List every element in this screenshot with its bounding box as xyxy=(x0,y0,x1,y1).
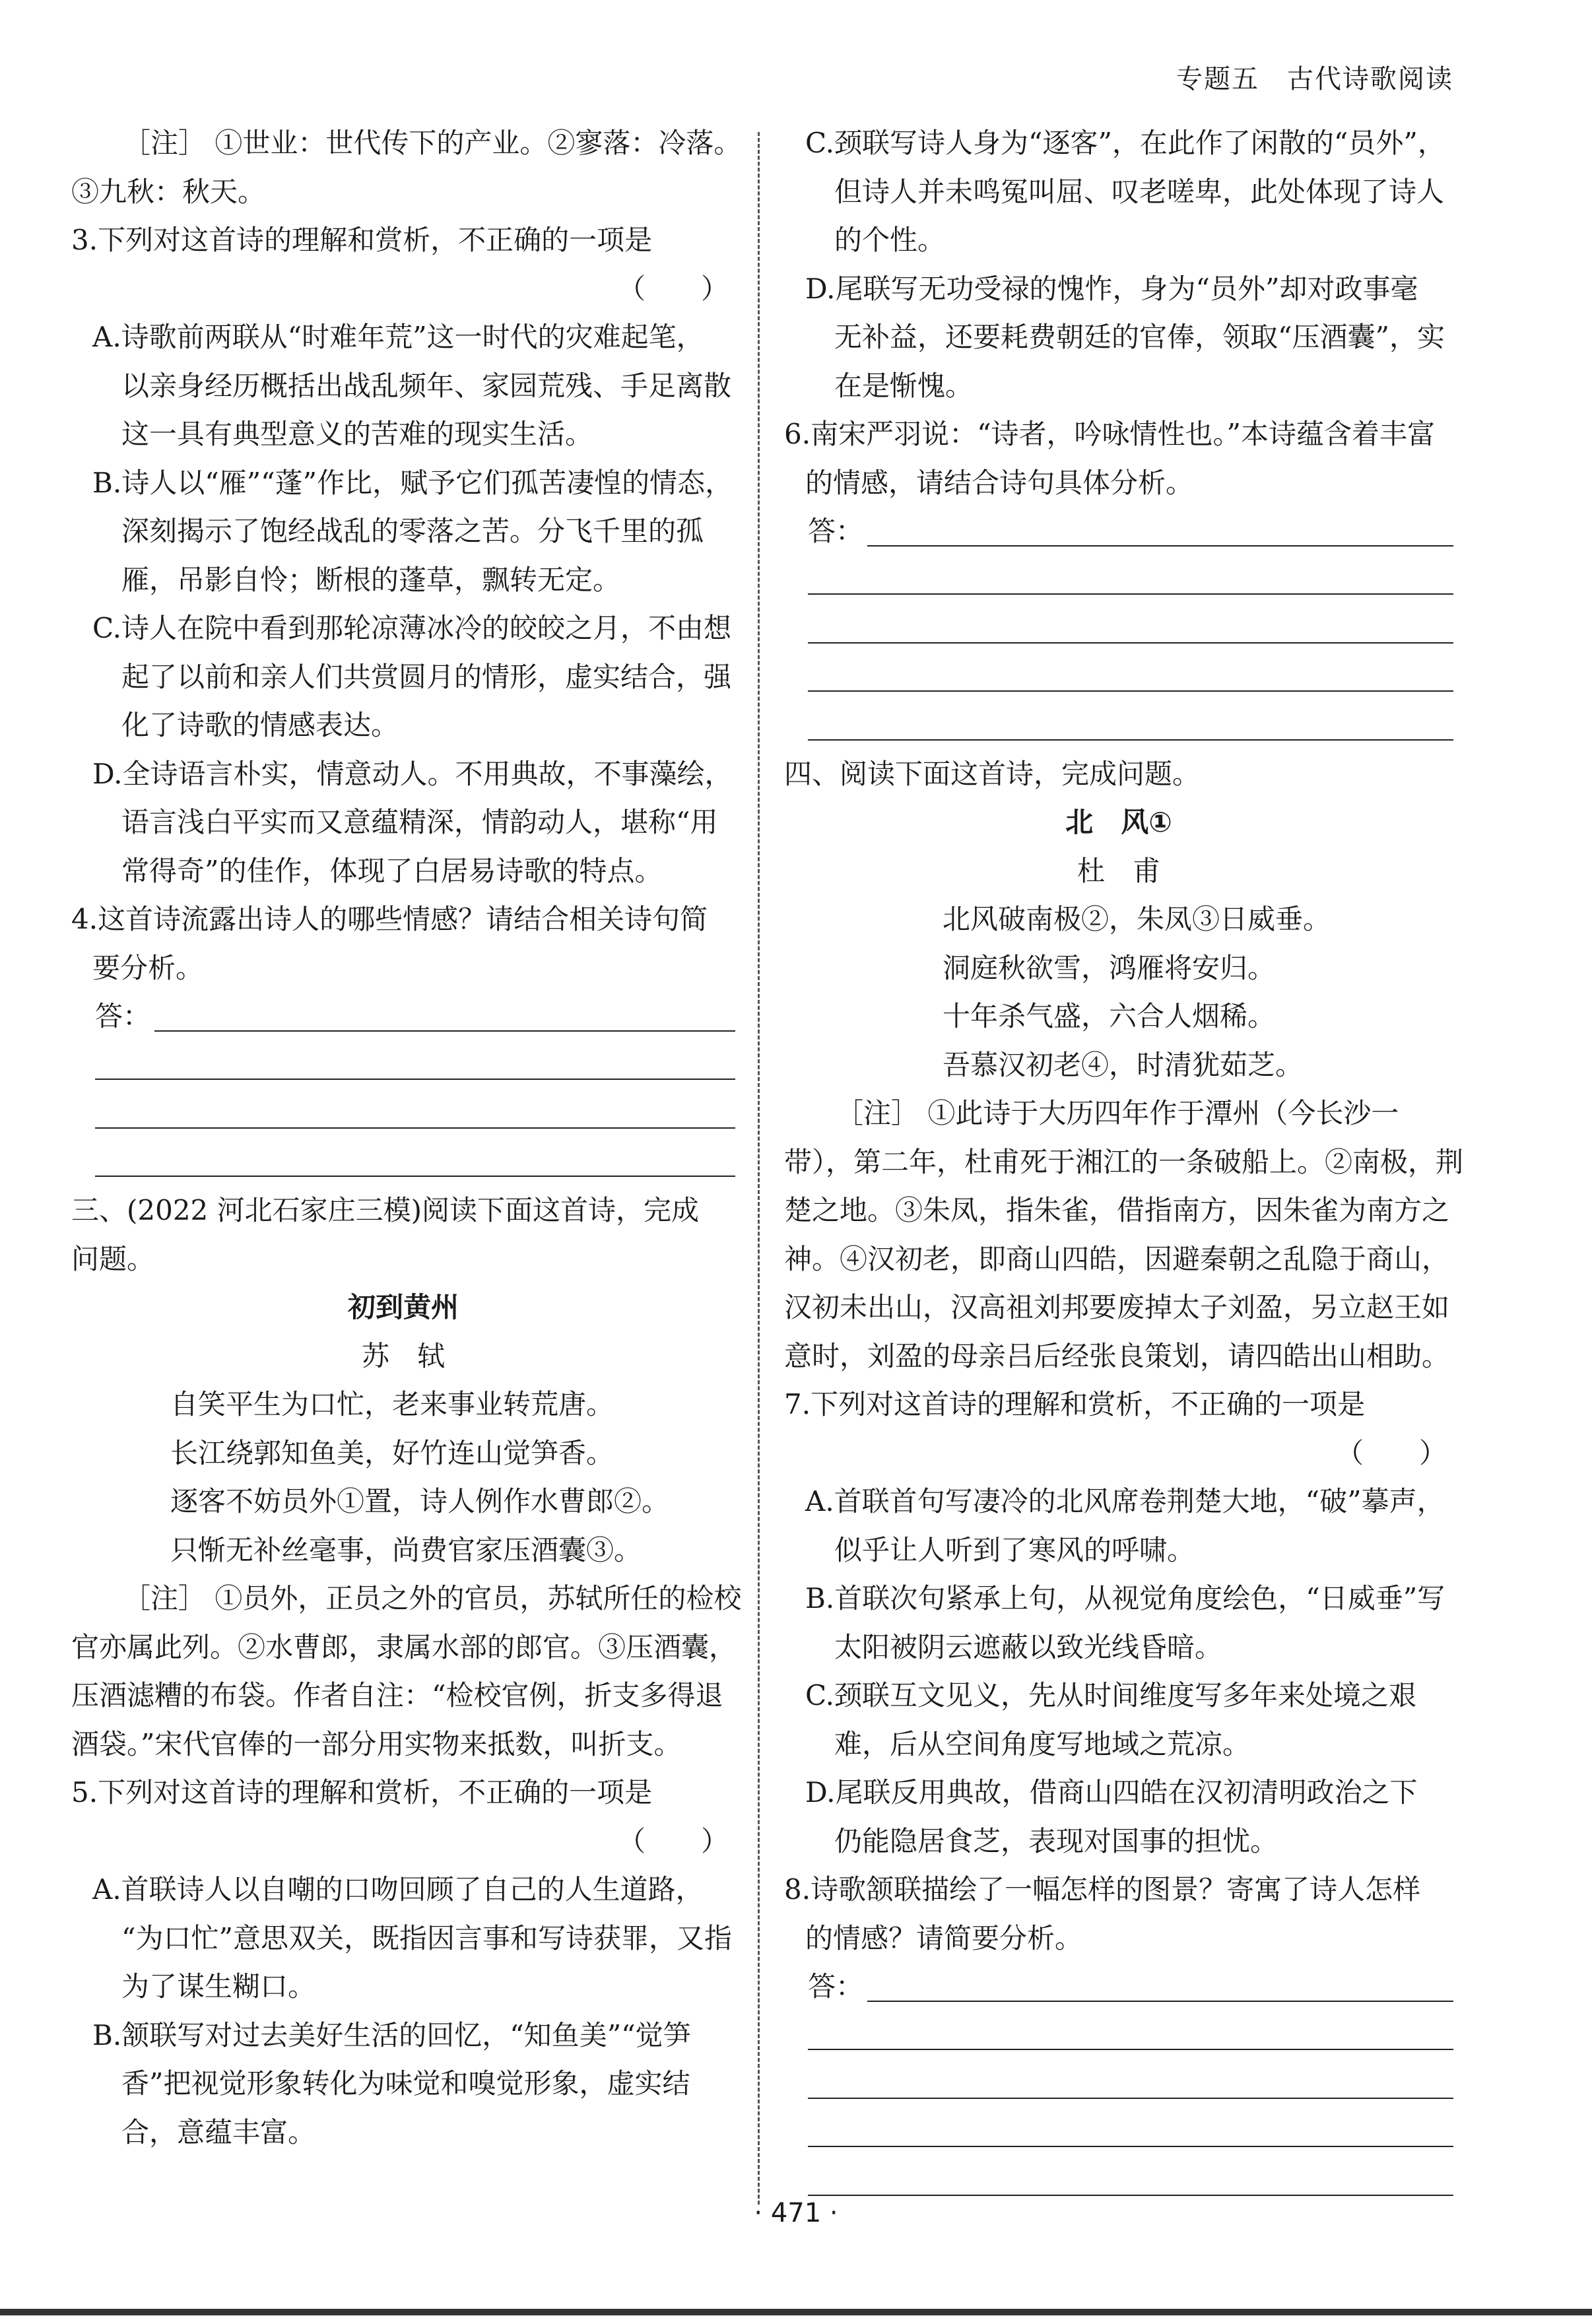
option-a-line: 为了谋生糊口。 xyxy=(121,1970,316,2003)
bottom-border xyxy=(0,2309,1592,2315)
option-b-line: 雁，吊影自怜；断根的蓬草，飘转无定。 xyxy=(121,563,621,596)
option-c-line: C.颈联写诗人身为“逐客”，在此作了闲散的“员外”， xyxy=(805,127,1445,159)
option-b-line: 香”把视觉形象转化为味觉和嗅觉形象，虚实结 xyxy=(121,2067,690,2100)
right-column xyxy=(784,119,1464,2205)
note-line: 酒袋。”宋代官俸的一部分用实物来抵数，叫折支。 xyxy=(71,1727,682,1760)
option-d-line: D.尾联写无功受禄的愧怍，身为“员外”却对政事毫 xyxy=(805,272,1418,305)
answer-label: 答： xyxy=(808,1970,864,2003)
note-line: 意时，刘盈的母亲吕后经张良策划，请四皓出山相助。 xyxy=(784,1339,1450,1372)
poem-author: 苏 轼 xyxy=(361,1339,445,1372)
answer-blank[interactable] xyxy=(784,604,1453,653)
answer-blank[interactable] xyxy=(71,1041,735,1090)
option-a-line: A.诗歌前两联从“时难年荒”这一时代的灾难起笔， xyxy=(92,321,704,353)
answer-paren: （ ） xyxy=(617,1824,729,1857)
note-line: ［注］ ①世业：世代传下的产业。②寥落：冷落。 xyxy=(123,127,742,159)
option-d-line: D.全诗语言朴实，情意动人。不用典故，不事藻绘， xyxy=(92,757,733,790)
question-6-stem: 6.南宋严羽说：“诗者，吟咏情性也。”本诗蕴含着丰富 xyxy=(784,418,1436,450)
option-a-line: A.首联首句写凄冷的北风席卷荆楚大地，“破”摹声， xyxy=(805,1485,1445,1517)
note-line: ［注］ ①此诗于大历四年作于潭州（今长沙一 xyxy=(836,1097,1399,1129)
poem-line: 吾慕汉初老④，时清犹茹芝。 xyxy=(943,1048,1304,1081)
poem-line: 洞庭秋欲雪，鸿雁将安归。 xyxy=(943,951,1276,984)
section-3-heading: 三、(2022 河北石家庄三模)阅读下面这首诗，完成 xyxy=(71,1194,700,1226)
option-d-line: D.尾联反用典故，借商山四皓在汉初清明政治之下 xyxy=(805,1776,1418,1809)
option-d-line: 语言浅白平实而又意蕴精深，情韵动人，堪称“用 xyxy=(121,806,718,838)
answer-blank[interactable] xyxy=(784,2059,1453,2108)
note-line: ［注］ ①员外，正员之外的官员，苏轼所任的检校 xyxy=(123,1582,742,1614)
note-line: 压酒滤糟的布袋。作者自注：“检校官例，折支多得退 xyxy=(71,1679,723,1711)
poem-line: 长江绕郭知鱼美，好竹连山觉笋香。 xyxy=(170,1436,614,1469)
answer-label: 答： xyxy=(95,1000,151,1032)
option-a-line: A.首联诗人以自嘲的口吻回顾了自己的人生道路， xyxy=(92,1873,704,1906)
question-8-stem: 8.诗歌颔联描绘了一幅怎样的图景？寄寓了诗人怎样 xyxy=(784,1873,1421,1906)
note-line: 神。④汉初老，即商山四皓，因避秦朝之乱隐于商山， xyxy=(784,1242,1450,1275)
answer-blank[interactable] xyxy=(784,2108,1453,2157)
option-b-line: 合，意蕴丰富。 xyxy=(121,2115,316,2148)
poem-title: 北 风① xyxy=(1065,806,1172,838)
question-4-stem: 4.这首诗流露出诗人的哪些情感？请结合相关诗句简 xyxy=(71,903,708,935)
answer-blank[interactable] xyxy=(71,1138,735,1187)
answer-blank[interactable] xyxy=(71,1089,735,1138)
poem-line: 逐客不妨员外①置，诗人例作水曹郎②。 xyxy=(170,1485,670,1517)
option-d-line: 常得奇”的佳作，体现了白居易诗歌的特点。 xyxy=(121,854,663,887)
option-a-line: 似乎让人听到了寒风的呼啸。 xyxy=(834,1533,1195,1566)
section-3-heading: 问题。 xyxy=(71,1242,155,1275)
option-c-line: C.颈联互文见义，先从时间维度写多年来处境之艰 xyxy=(805,1679,1416,1711)
question-6-stem: 的情感，请结合诗句具体分析。 xyxy=(805,466,1194,499)
answer-blank[interactable] xyxy=(784,701,1453,750)
question-8-stem: 的情感？请简要分析。 xyxy=(805,1921,1083,1954)
poem-author: 杜 甫 xyxy=(1077,854,1160,887)
question-3-stem: 3.下列对这首诗的理解和赏析，不正确的一项是 xyxy=(71,224,653,256)
answer-label: 答： xyxy=(808,515,864,547)
option-b-line: B.诗人以“雁”“蓬”作比，赋予它们孤苦凄惶的情态， xyxy=(92,466,733,499)
poem-title: 初到黄州 xyxy=(347,1291,459,1323)
option-a-line: 以亲身经历概括出战乱频年、家园荒残、手足离散 xyxy=(121,369,732,402)
poem-line: 自笑平生为口忙，老来事业转荒唐。 xyxy=(170,1388,614,1420)
question-5-stem: 5.下列对这首诗的理解和赏析，不正确的一项是 xyxy=(71,1776,653,1809)
option-c-line: 但诗人并未鸣冤叫屈、叹老嗟卑，此处体现了诗人 xyxy=(834,175,1445,208)
note-line: ③九秋：秋天。 xyxy=(71,175,266,208)
note-line: 官亦属此列。②水曹郎，隶属水部的郎官。③压酒囊， xyxy=(71,1630,737,1663)
answer-blank[interactable] xyxy=(867,2001,1453,2002)
option-b-line: 太阳被阴云遮蔽以致光线昏暗。 xyxy=(834,1630,1223,1663)
question-4-stem: 要分析。 xyxy=(92,951,204,984)
question-7-stem: 7.下列对这首诗的理解和赏析，不正确的一项是 xyxy=(784,1388,1366,1420)
option-a-line: 这一具有典型意义的苦难的现实生活。 xyxy=(121,418,593,450)
option-d-line: 无补益，还要耗费朝廷的官俸，领取“压酒囊”，实 xyxy=(834,321,1445,353)
answer-paren: （ ） xyxy=(617,272,729,305)
answer-blank[interactable] xyxy=(784,653,1453,702)
answer-field-q4[interactable] xyxy=(71,992,735,1041)
option-b-line: 深刻揭示了饱经战乱的零落之苦。分飞千里的孤 xyxy=(121,515,704,547)
page-header: 专题五 古代诗歌阅读 xyxy=(1176,64,1453,94)
answer-blank[interactable] xyxy=(784,2011,1453,2060)
answer-field-q8[interactable] xyxy=(784,1962,1453,2011)
option-b-line: B.颔联写对过去美好生活的回忆，“知鱼美”“觉笋 xyxy=(92,2018,691,2051)
option-d-line: 在是惭愧。 xyxy=(834,369,974,402)
option-a-line: “为口忙”意思双关，既指因言事和写诗获罪，又指 xyxy=(121,1921,732,1954)
page-number: · 471 · xyxy=(754,2198,838,2228)
option-c-line: 难，后从空间角度写地域之荒凉。 xyxy=(834,1727,1251,1760)
option-b-line: B.首联次句紧承上句，从视觉角度绘色，“日威垂”写 xyxy=(805,1582,1445,1614)
poem-line: 只惭无补丝毫事，尚费官家压酒囊③。 xyxy=(170,1533,642,1566)
answer-blank[interactable] xyxy=(867,545,1453,547)
note-line: 汉初未出山，汉高祖刘邦要废掉太子刘盈，另立赵王如 xyxy=(784,1291,1450,1323)
option-c-line: 起了以前和亲人们共赏圆月的情形，虚实结合，强 xyxy=(121,660,732,693)
poem-line: 北风破南极②，朱凤③日威垂。 xyxy=(943,903,1331,935)
section-4-heading: 四、阅读下面这首诗，完成问题。 xyxy=(784,757,1201,790)
note-line: 楚之地。③朱凤，指朱雀，借指南方，因朱雀为南方之 xyxy=(784,1194,1450,1226)
option-c-line: 的个性。 xyxy=(834,224,946,256)
poem-line: 十年杀气盛，六合人烟稀。 xyxy=(943,1000,1276,1032)
option-c-line: 化了诗歌的情感表达。 xyxy=(121,709,399,741)
answer-blank[interactable] xyxy=(784,556,1453,605)
answer-field-q6[interactable] xyxy=(784,507,1453,556)
option-d-line: 仍能隐居食芝，表现对国事的担忧。 xyxy=(834,1824,1278,1857)
column-divider xyxy=(758,132,760,2205)
option-c-line: C.诗人在院中看到那轮凉薄冰冷的皎皎之月，不由想 xyxy=(92,612,731,644)
note-line: 带），第二年，杜甫死于湘江的一条破船上。②南极，荆 xyxy=(784,1145,1464,1178)
answer-blank[interactable] xyxy=(154,1030,735,1032)
left-column xyxy=(71,119,742,2156)
answer-paren: （ ） xyxy=(1335,1436,1447,1469)
